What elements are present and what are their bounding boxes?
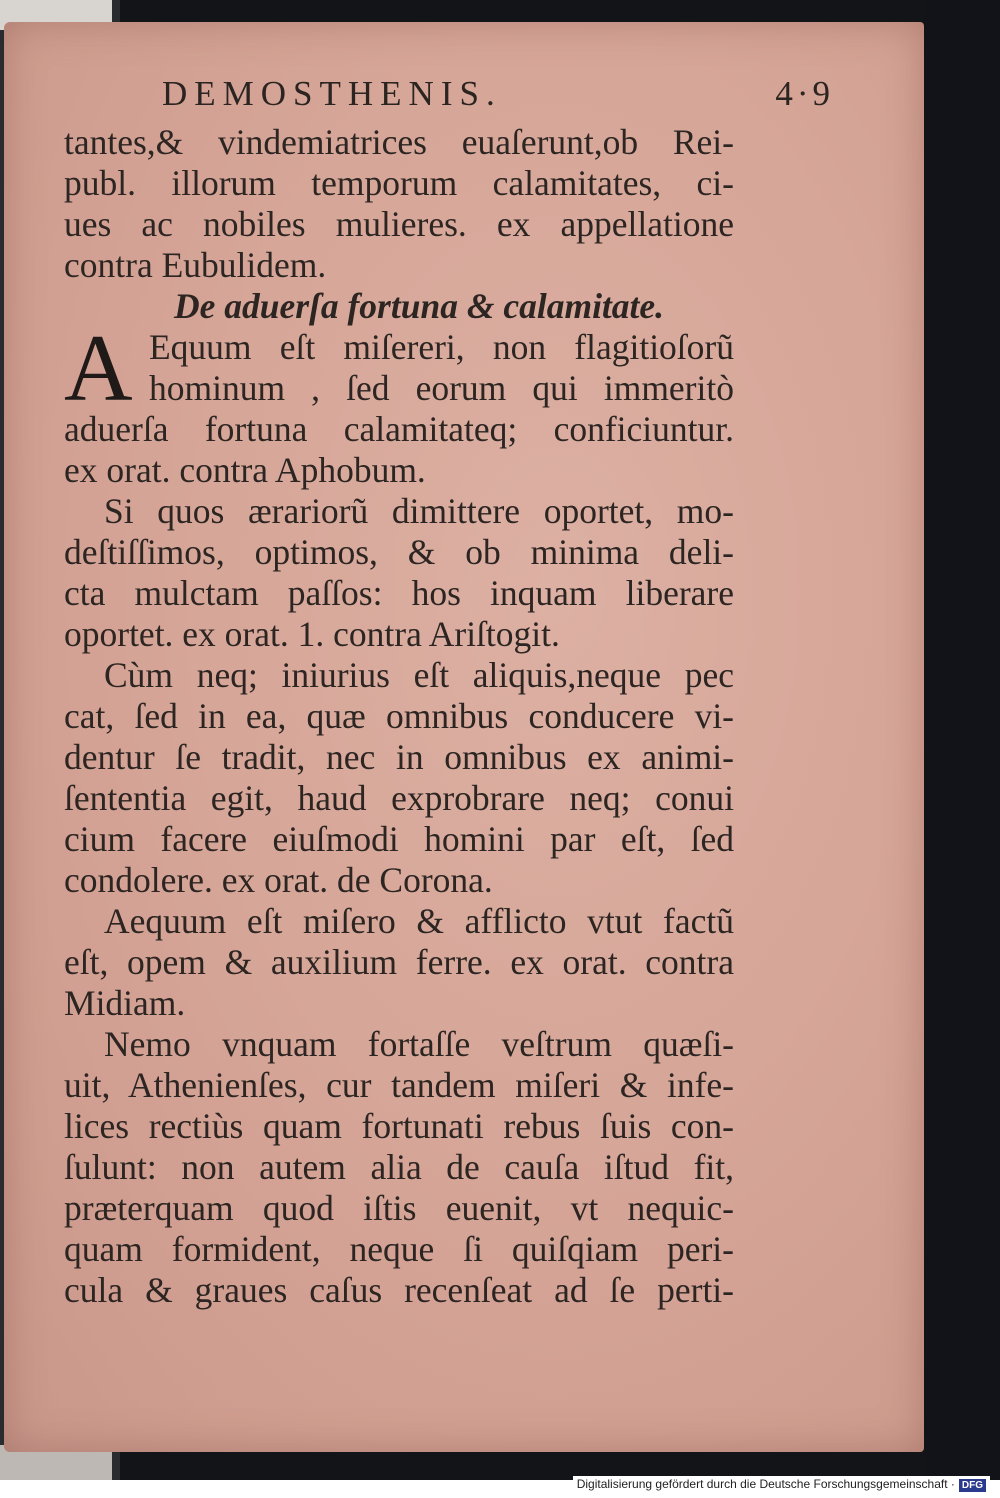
text-line: ſententia egit, haud exprobrare neq; conui	[64, 778, 734, 818]
book-page	[4, 22, 924, 1452]
text-line: contra Eubulidem.	[64, 245, 327, 285]
text-line: cium facere eiuſmodi homini par eſt, ſed	[64, 819, 734, 859]
text-line: cula & graues caſus recenſeat ad ſe perti-	[64, 1270, 734, 1310]
text-line: aduerſa fortuna calamitateq; conficiuntur.	[64, 409, 734, 449]
text-line: publ. illorum temporum calamitates, ci-	[64, 163, 734, 203]
section-heading: De aduerſa fortuna & calamitate.	[173, 286, 665, 326]
scan-right-edge	[925, 0, 1000, 1480]
text-line: Si quos ærariorũ dimittere oportet, mo-	[104, 491, 734, 531]
text-line: Nemo vnquam fortaſſe veſtrum quæſi-	[104, 1024, 734, 1064]
footer-bar	[0, 1477, 1000, 1498]
drop-cap: A	[64, 315, 133, 421]
text-line: Cùm neq; iniurius eſt aliquis,neque pec	[104, 655, 734, 695]
text-line: Equum eſt miſereri, non flagitioſorũ	[149, 327, 734, 367]
text-line: condolere. ex orat. de Corona.	[64, 860, 493, 900]
text-line: ues ac nobiles mulieres. ex appellatione	[64, 204, 734, 244]
digitization-credit	[573, 1476, 990, 1496]
page-text	[64, 122, 734, 1311]
text-line: oportet. ex orat. 1. contra Ariſtogit.	[64, 614, 560, 654]
page-number: 4·9	[775, 74, 834, 113]
text-line: Midiam.	[64, 983, 186, 1023]
text-line: ſulunt: non autem alia de cauſa iſtud fit,	[64, 1147, 734, 1187]
dropcap-paragraph	[64, 315, 734, 421]
text-line: Aequum eſt miſero & afflicto vtut factũ	[104, 901, 734, 941]
text-line: deſtiſſimos, optimos, & ob minima deli-	[64, 532, 734, 572]
text-line: præterquam quod iſtis euenit, vt nequic-	[64, 1188, 734, 1228]
text-line: ex orat. contra Aphobum.	[64, 450, 426, 490]
text-line: quam formident, neque ſi quiſqiam peri-	[64, 1229, 734, 1269]
text-line: cat, ſed in ea, quæ omnibus conducere vi-	[64, 696, 734, 736]
text-line: lices rectiùs quam fortunati rebus ſuis con-	[64, 1106, 734, 1146]
text-line: uit, Athenienſes, cur tandem miſeri & infe-	[64, 1065, 734, 1105]
text-line: eſt, opem & auxilium ferre. ex orat. contra	[64, 942, 734, 982]
text-line: hominum , ſed eorum qui immeritò	[149, 368, 734, 408]
dfg-logo-icon: DFG	[959, 1479, 986, 1492]
running-title: DEMOSTHENIS.	[162, 74, 502, 113]
text-line: dentur ſe tradit, nec in omnibus ex animi-	[64, 737, 734, 777]
text-line: cta mulctam paſſos: hos inquam liberare	[64, 573, 734, 613]
credit-text: Digitalisierung gefördert durch die Deutsche Forschungsgemeinschaft ·	[576, 1477, 955, 1491]
text-line: tantes,& vindemiatrices euaſerunt,ob Rei-	[64, 122, 734, 162]
